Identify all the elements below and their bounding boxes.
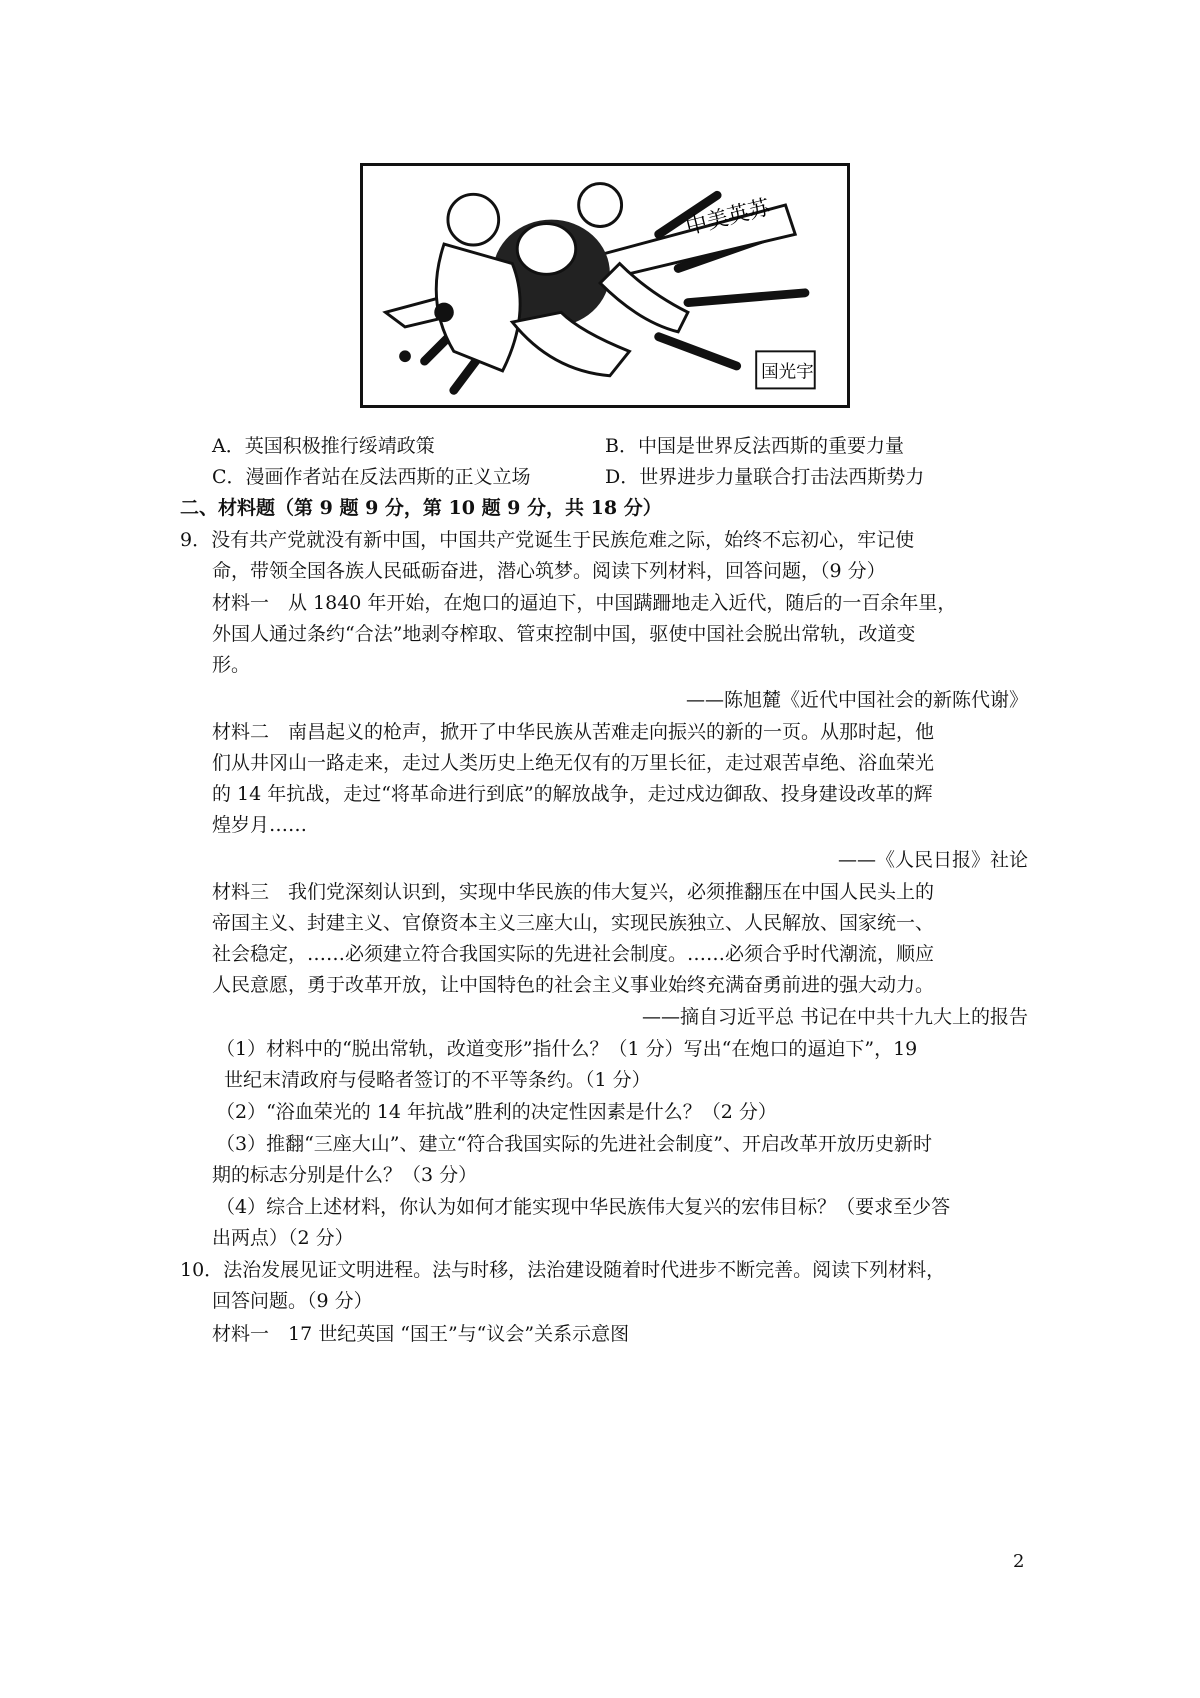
- option-a: A．英国积极推行绥靖政策: [212, 435, 435, 457]
- q9-sub1-line2: 世纪末清政府与侵略者签订的不平等条约。（1 分）: [224, 1069, 651, 1091]
- q9-sub3-line2: 期的标志分别是什么？（3 分）: [212, 1164, 478, 1186]
- q9-material1-line3: 形。: [212, 654, 251, 676]
- q9-sub4-line2: 出两点）（2 分）: [212, 1227, 354, 1249]
- q9-material2-line1: 材料二 南昌起义的枪声，掀开了中华民族从苦难走向振兴的新的一页。从那时起，他: [212, 721, 935, 743]
- section-heading: 二、材料题（第 9 题 9 分，第 10 题 9 分，共 18 分）: [180, 497, 662, 519]
- q9-intro-line2: 命，带领全国各族人民砥砺奋进，潜心筑梦。阅读下列材料，回答问题，（9 分）: [212, 560, 886, 582]
- q9-material3-source: ——摘自习近平总 书记在中共十九大上的报告: [641, 1006, 1028, 1028]
- q10-intro-line2: 回答问题。（9 分）: [212, 1290, 373, 1312]
- q10-material1-caption: 材料一 17 世纪英国 “国王”与“议会”关系示意图: [212, 1323, 630, 1345]
- q10-intro-line1: 10．法治发展见证文明进程。法与时移，法治建设随着时代进步不断完善。阅读下列材料，: [180, 1259, 946, 1281]
- seal-text: 国光宇: [761, 362, 814, 383]
- q9-material2-line3: 的 14 年抗战，走过“将革命进行到底”的解放战争，走过戍边御敌、投身建设改革的辉: [212, 783, 933, 805]
- option-c: C．漫画作者站在反法西斯的正义立场: [212, 466, 531, 488]
- option-b: B．中国是世界反法西斯的重要力量: [605, 435, 904, 457]
- q9-material1-source: ——陈旭麓《近代中国社会的新陈代谢》: [685, 689, 1028, 711]
- cartoon-drawing: [363, 166, 847, 405]
- q9-material1-line2: 外国人通过条约“合法”地剥夺榨取、管束控制中国，驱使中国社会脱出常轨，改道变: [212, 623, 916, 645]
- q9-material2-line2: 们从井冈山一路走来，走过人类历史上绝无仅有的万里长征，走过艰苦卓绝、浴血荣光: [212, 752, 935, 774]
- q9-intro-line1: 9．没有共产党就没有新中国，中国共产党诞生于民族危难之际，始终不忘初心，牢记使: [180, 529, 915, 551]
- banner-text: 中美英苏: [683, 195, 773, 241]
- option-d: D．世界进步力量联合打击法西斯势力: [605, 466, 925, 488]
- q9-material3-line1: 材料三 我们党深刻认识到，实现中华民族的伟大复兴，必须推翻压在中国人民头上的: [212, 881, 935, 903]
- q9-sub3-line1: （3）推翻“三座大山”、建立“符合我国实际的先进社会制度”、开启改革开放历史新时: [216, 1133, 932, 1155]
- q9-material2-source: ——《人民日报》社论: [837, 849, 1028, 871]
- page-number: 2: [1013, 1551, 1025, 1572]
- cartoon-figure: [360, 163, 850, 408]
- q9-sub1-line1: （1）材料中的“脱出常轨，改道变形”指什么？（1 分）写出“在炮口的逼迫下”，19: [216, 1038, 918, 1060]
- q9-material2-line4: 煌岁月……: [212, 814, 308, 836]
- q9-sub2: （2）“浴血荣光的 14 年抗战”胜利的决定性因素是什么？（2 分）: [216, 1101, 777, 1123]
- q9-material1-line1: 材料一 从 1840 年开始，在炮口的逼迫下，中国蹒跚地走入近代，随后的一百余年里，: [212, 592, 957, 614]
- q9-material3-line2: 帝国主义、封建主义、官僚资本主义三座大山，实现民族独立、人民解放、国家统一、: [212, 912, 935, 934]
- q9-sub4-line1: （4）综合上述材料，你认为如何才能实现中华民族伟大复兴的宏伟目标？（要求至少答: [216, 1196, 951, 1218]
- q9-material3-line3: 社会稳定，……必须建立符合我国实际的先进社会制度。……必须合乎时代潮流，顺应: [212, 943, 935, 965]
- q9-material3-line4: 人民意愿，勇于改革开放，让中国特色的社会主义事业始终充满奋勇前进的强大动力。: [212, 974, 935, 996]
